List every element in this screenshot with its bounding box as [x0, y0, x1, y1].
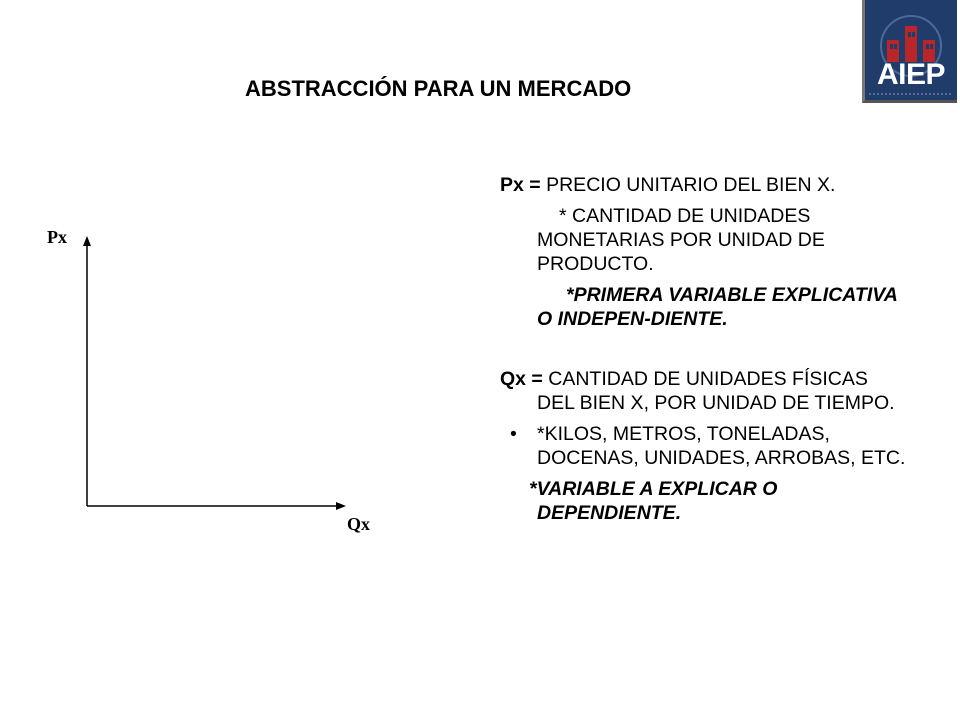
aiep-logo [862, 0, 957, 103]
qx-examples-text: *KILOS, METROS, TONELADAS, DOCENAS, UNIDADES, ARROBAS, ETC. [537, 423, 906, 469]
definitions-block [500, 173, 910, 532]
y-axis-label: Px [47, 227, 67, 247]
px-note: * CANTIDAD DE UNIDADES MONETARIAS POR UNIDAD DE PRODUCTO. [537, 205, 825, 275]
qx-definition-text: CANTIDAD DE UNIDADES FÍSICAS DEL BIEN X, POR UNIDAD DE TIEMPO. [537, 368, 895, 414]
px-equals: = [523, 174, 547, 196]
bullet-icon: • [510, 423, 517, 445]
supply-demand-axes [78, 236, 348, 511]
px-symbol: Px [500, 174, 524, 196]
qx-definition [500, 367, 910, 415]
x-axis-label: Qx [347, 514, 371, 534]
qx-examples [500, 422, 910, 470]
x-axis-arrow [336, 502, 346, 510]
px-definition-text: PRECIO UNITARIO DEL BIEN X. [546, 174, 836, 196]
qx-symbol: Qx [500, 368, 527, 390]
px-definition [500, 173, 910, 197]
qx-variable-type: *VARIABLE A EXPLICAR O DEPENDIENTE. [529, 478, 778, 524]
qx-equals: = [526, 368, 549, 390]
y-axis-arrow [83, 236, 91, 246]
logo-text: AIEP [876, 58, 946, 91]
slide-title: ABSTRACCIÓN PARA UN MERCADO [245, 76, 632, 101]
px-variable-type: *PRIMERA VARIABLE EXPLICATIVA O INDEPEN-DIENTE. [537, 284, 898, 330]
